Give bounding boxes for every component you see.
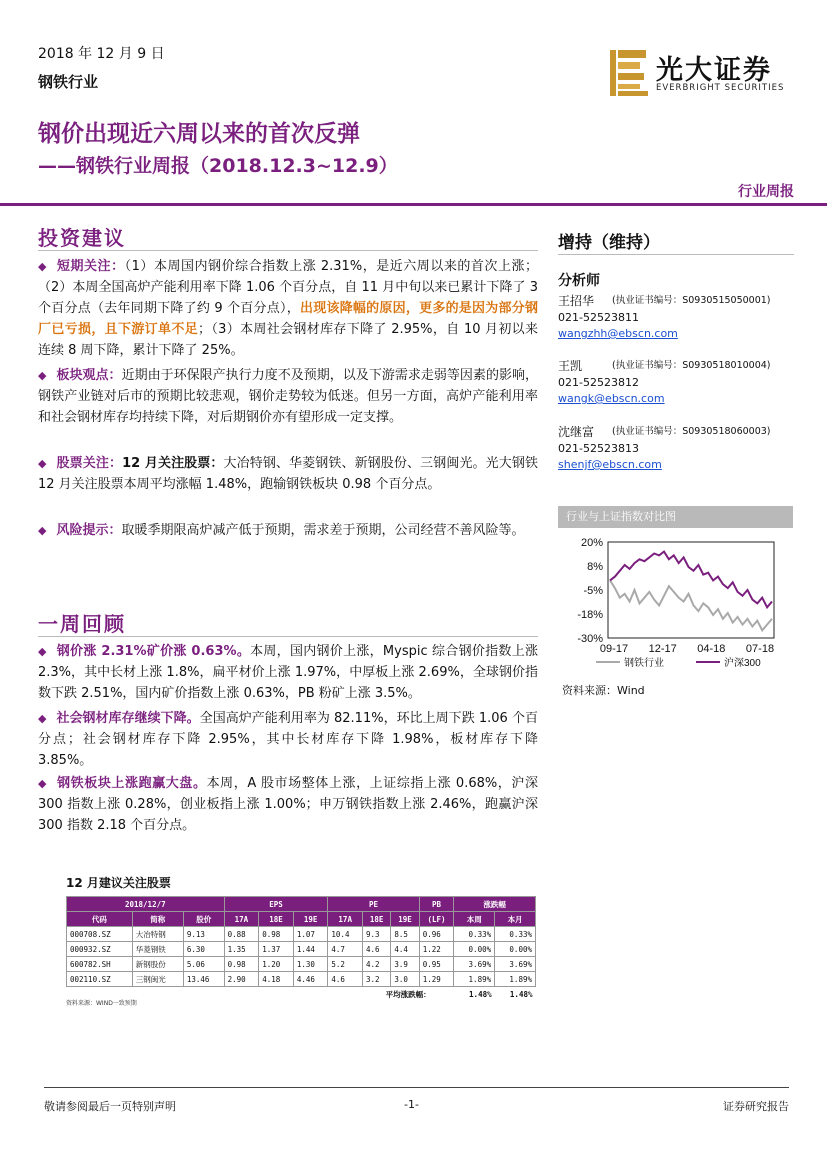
footer-divider [44, 1087, 789, 1088]
cell: 000932.SZ [67, 942, 133, 957]
comparison-chart [556, 532, 796, 680]
report-title: 钢价出现近六周以来的首次反弹 [38, 121, 360, 147]
analyst-name: 沈继富 [558, 425, 595, 439]
cell: 4.2 [363, 957, 391, 972]
x-tick-label: 07-18 [745, 643, 775, 655]
analyst-phone: 021-52523811 [558, 311, 639, 324]
report-date: 2018 年 12 月 9 日 [38, 46, 165, 62]
series-line-steel [610, 580, 772, 630]
analyst-email-link[interactable]: wangzhh@ebscn.com [558, 327, 678, 340]
section-rule [38, 250, 538, 251]
header-cell: 18E [259, 912, 294, 927]
header-cell: 17A [224, 912, 259, 927]
analyst-email-link[interactable]: wangk@ebscn.com [558, 392, 665, 405]
average-label: 平均涨跌幅： [363, 987, 454, 1002]
footer-disclaimer: 敬请参阅最后一页特别声明 [44, 1100, 176, 1113]
analyst-2 [558, 358, 794, 407]
cell: 1.30 [293, 957, 328, 972]
cell: 1.89% [454, 972, 495, 987]
cell: 0.96 [419, 927, 454, 942]
header-cell: EPS [224, 897, 328, 912]
cell: 000708.SZ [67, 927, 133, 942]
analyst-phone: 021-52523813 [558, 442, 639, 455]
table-header-row [67, 912, 536, 927]
bullet-diamond-icon: ◆ [38, 645, 47, 658]
cell: 1.35 [224, 942, 259, 957]
header-cell: PE [328, 897, 419, 912]
company-logo [606, 48, 796, 98]
bullet-diamond-icon: ◆ [38, 777, 48, 790]
header-cell: 19E [293, 912, 328, 927]
analyst-cert: (执业证书编号：S0930518060003) [612, 426, 771, 437]
cell: 3.2 [363, 972, 391, 987]
analyst-email-link[interactable]: shenjf@ebscn.com [558, 458, 662, 471]
y-tick-label: 20% [580, 537, 603, 549]
x-tick-label: 09-17 [599, 643, 629, 655]
chart-title: 行业与上证指数对比图 [558, 506, 793, 528]
header-cell: 18E [363, 912, 391, 927]
analyst-3 [558, 424, 794, 473]
header-cell: 涨跌幅 [454, 897, 536, 912]
cell: 4.46 [293, 972, 328, 987]
header-cell: 17A [328, 912, 363, 927]
x-tick-label: 12-17 [648, 643, 677, 655]
table-header-row [67, 897, 536, 912]
analyst-name: 王招华 [558, 294, 595, 308]
cell: 1.37 [259, 942, 294, 957]
analyst-1 [558, 293, 794, 342]
plot-area [608, 542, 774, 638]
analyst-phone: 021-52523812 [558, 376, 639, 389]
y-tick-label: -5% [583, 585, 603, 597]
cell: 13.46 [183, 972, 224, 987]
table-row [67, 972, 536, 987]
cell: 大冶特钢 [132, 927, 183, 942]
logo-mark-icon [606, 48, 652, 98]
footer-report-label: 证券研究报告 [723, 1100, 789, 1113]
cell: 5.2 [328, 957, 363, 972]
review-paragraph-1: ◆ 钢价涨 2.31%矿价涨 0.63%。本周，国内钢价上涨，Myspic 综合钢价指数上涨 2.3%，其中长材上涨 1.8%，扁平材价上涨 1.97%，中厚板上涨 2.69%，全球钢价指数下跌 2.51%，国内矿价指数上涨 0.63%，PB 粉矿上涨 3.5%。 [38, 644, 538, 701]
header-cell: 2018/12/7 [67, 897, 225, 912]
stock-table-title: 12 月建议关注股票 [66, 876, 171, 890]
cell: 1.20 [259, 957, 294, 972]
cell: 0.33% [495, 927, 536, 942]
cell: 0.00% [495, 942, 536, 957]
cell: 9.3 [363, 927, 391, 942]
industry-label: 钢铁行业 [38, 73, 99, 91]
cell: 002110.SZ [67, 972, 133, 987]
bullet-diamond-icon: ◆ [38, 260, 47, 273]
cell: 新钢股份 [132, 957, 183, 972]
cell: 1.22 [419, 942, 454, 957]
cell: 4.6 [328, 972, 363, 987]
legend-label: 钢铁行业 [624, 658, 664, 669]
cell: 0.98 [224, 957, 259, 972]
analyst-header: 分析师 [558, 273, 600, 289]
analyst-cert: (执业证书编号：S0930515050001) [612, 295, 771, 306]
header-cell: 本月 [495, 912, 536, 927]
cell: 3.69% [495, 957, 536, 972]
table-row [67, 927, 536, 942]
invest-paragraph-2: ◆ 板块观点：近期由于环保限产执行力度不及预期，以及下游需求走弱等因素的影响，钢铁产业链对后市的预期比较悲观，钢价走势较为低迷。但另一方面，高炉产能利用率和社会钢材库存均持续下降，对后期钢价亦有望形成一定支撑。 [38, 368, 538, 425]
legend-label: 沪深300 [724, 658, 761, 669]
header-cell: 19E [391, 912, 419, 927]
cell: 4.7 [328, 942, 363, 957]
cell: 1.29 [419, 972, 454, 987]
cell: 0.33% [454, 927, 495, 942]
y-tick-label: -18% [577, 609, 603, 621]
logo-text: 光大证券 [656, 55, 772, 86]
average-month: 1.48% [495, 987, 536, 1002]
cell: 华菱钢铁 [132, 942, 183, 957]
cell: 10.4 [328, 927, 363, 942]
analyst-name: 王凯 [558, 359, 583, 373]
bullet-diamond-icon: ◆ [38, 712, 47, 725]
invest-paragraph-3: ◆ 股票关注：12 月关注股票：大冶特钢、华菱钢铁、新钢股份、三钢闽光。光大钢铁 12 月关注股票本周平均涨幅 1.48%，跑输钢铁板块 0.98 个百分点。 [38, 456, 538, 492]
cell: 4.6 [363, 942, 391, 957]
y-tick-label: -30% [577, 633, 603, 645]
bullet-diamond-icon: ◆ [38, 524, 47, 537]
table-row [67, 942, 536, 957]
cell: 0.00% [454, 942, 495, 957]
cell: 5.06 [183, 957, 224, 972]
cell: 0.95 [419, 957, 454, 972]
report-type: 行业周报 [738, 184, 794, 200]
review-paragraph-3: ◆ 钢铁板块上涨跑赢大盘。本周，A 股市场整体上涨，上证综指上涨 0.68%，沪深 300 指数上涨 0.28%，创业板指上涨 1.00%；申万钢铁指数上涨 2.46%，跑赢沪深 300 指数 2.18 个百分点。 [38, 776, 538, 833]
cell: 1.89% [495, 972, 536, 987]
header-cell: PB [419, 897, 454, 912]
header-cell: 本周 [454, 912, 495, 927]
table-note: 资料来源：WIND一致预期 [66, 1000, 137, 1007]
x-tick-label: 04-18 [697, 643, 726, 655]
header-divider [0, 203, 827, 206]
cell: 0.88 [224, 927, 259, 942]
cell: 600782.SH [67, 957, 133, 972]
rating: 增持（维持） [558, 233, 660, 253]
cell: 2.90 [224, 972, 259, 987]
bullet-diamond-icon: ◆ [38, 369, 47, 382]
section-title-invest: 投资建议 [38, 226, 126, 250]
logo-english: EVERBRIGHT SECURITIES [656, 83, 785, 93]
invest-paragraph-1: ◆ 短期关注：（1）本周国内钢价综合指数上涨 2.31%，是近六周以来的首次上涨；（2）本周全国高炉产能利用率下降 1.06 个百分点，自 11 月中旬以来已累计下降了 3 个百分点（去年同期下降了约 9 个百分点），出现该降幅的原因，更多的是因为部分钢厂已亏损，且下游订单不足；（3）本周社会钢材库存下降了 2.95%，自 10 月初以来连续 8 周下降，累计下降了 25%。 [38, 259, 538, 358]
review-paragraph-2: ◆ 社会钢材库存继续下降。全国高炉产能利用率为 82.11%，环比上周下跌 1.06 个百分点；社会钢材库存下降 2.95%，其中长材库存下降 1.98%，板材库存下降 3.85%。 [38, 711, 538, 768]
cell: 3.69% [454, 957, 495, 972]
section-rule [38, 636, 538, 637]
cell: 三钢闽光 [132, 972, 183, 987]
analyst-cert: (执业证书编号：S0930518010004) [612, 360, 771, 371]
header-cell: 简称 [132, 912, 183, 927]
cell: 4.4 [391, 942, 419, 957]
invest-paragraph-4: ◆ 风险提示：取暖季期限高炉减产低于预期，需求差于预期，公司经营不善风险等。 [38, 523, 525, 538]
cell: 1.07 [293, 927, 328, 942]
cell: 3.9 [391, 957, 419, 972]
cell: 9.13 [183, 927, 224, 942]
report-subtitle: ——钢铁行业周报（2018.12.3~12.9） [38, 155, 398, 177]
table-row [67, 957, 536, 972]
cell: 8.5 [391, 927, 419, 942]
cell: 1.44 [293, 942, 328, 957]
header-cell: 股价 [183, 912, 224, 927]
cell: 0.98 [259, 927, 294, 942]
sidebar-rule [558, 254, 794, 255]
stock-table [66, 896, 536, 1002]
cell: 6.30 [183, 942, 224, 957]
header-cell: 代码 [67, 912, 133, 927]
average-week: 1.48% [454, 987, 495, 1002]
cell: 4.18 [259, 972, 294, 987]
section-title-review: 一周回顾 [38, 612, 126, 636]
chart-source: 资料来源：Wind [562, 684, 645, 697]
header-cell: (LF) [419, 912, 454, 927]
bullet-diamond-icon: ◆ [38, 457, 47, 470]
cell: 3.0 [391, 972, 419, 987]
y-tick-label: 8% [587, 561, 603, 573]
page-number: -1- [404, 1098, 419, 1111]
